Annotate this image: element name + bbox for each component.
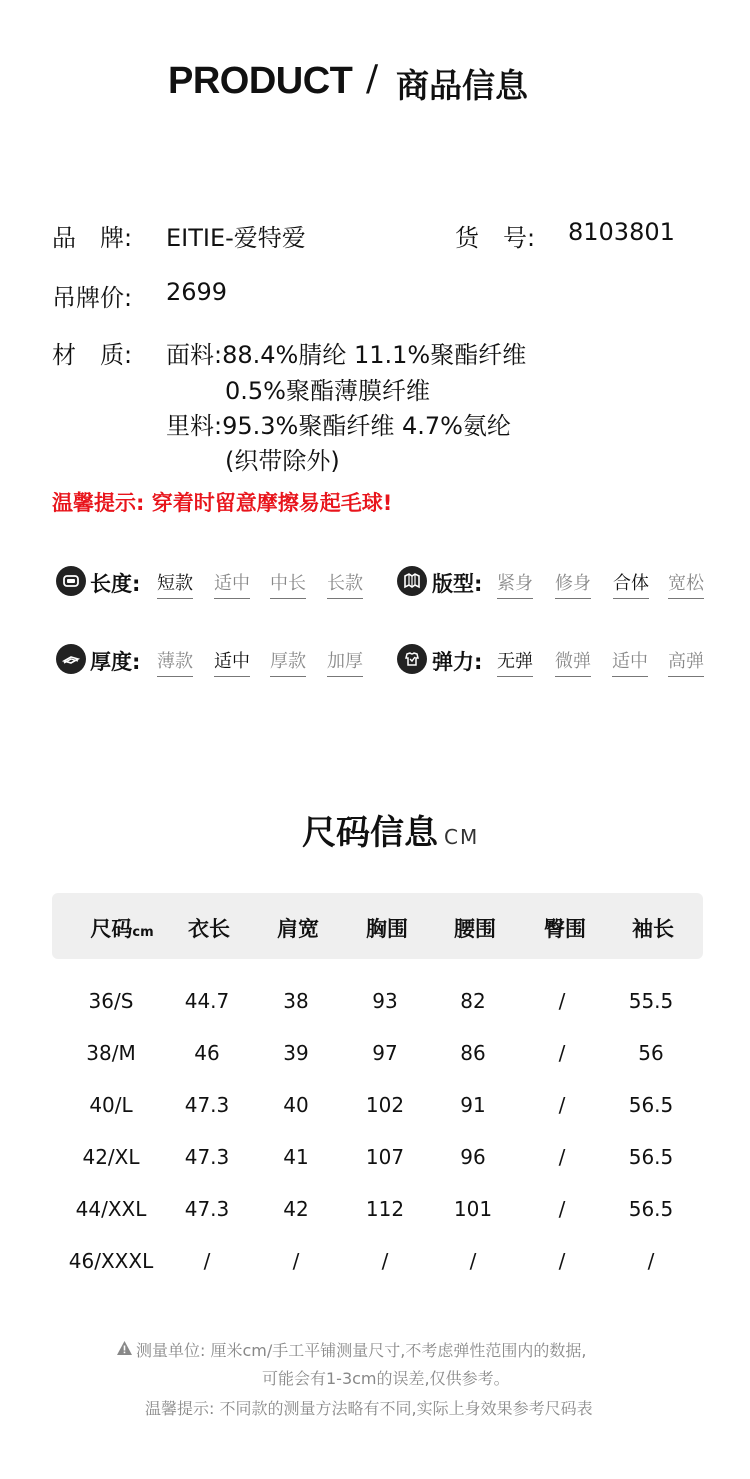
table-cell: / — [203, 1249, 211, 1273]
table-cell: 47.3 — [184, 1093, 230, 1117]
header-size-unit: cm — [132, 925, 154, 940]
material-line: (织带除外) — [225, 447, 340, 475]
table-cell: / — [558, 1197, 566, 1221]
thickness-icon — [56, 644, 86, 674]
price-value: 2699 — [166, 278, 228, 306]
brand-label: 品 牌: — [52, 224, 133, 252]
table-cell: 38/M — [86, 1041, 136, 1065]
elasticity-option: 微弹 — [555, 647, 591, 677]
table-cell: 107 — [365, 1145, 405, 1169]
title-separator: / — [366, 58, 379, 99]
table-cell: 91 — [460, 1093, 486, 1117]
table-cell: / — [558, 1093, 566, 1117]
elasticity-option: 高弹 — [668, 647, 704, 677]
table-cell: / — [558, 1145, 566, 1169]
size-title-text: 尺码信息 — [302, 813, 438, 853]
pilling-warning: 温馨提示: 穿着时留意摩擦易起毛球! — [52, 491, 393, 515]
table-cell: 40 — [283, 1093, 309, 1117]
measurement-note-continued: 可能会有1-3cm的误差,仅供参考。 — [262, 1369, 510, 1388]
table-cell: / — [558, 1041, 566, 1065]
table-cell: 44.7 — [184, 989, 230, 1013]
header-cell: 衣长 — [188, 917, 230, 941]
table-cell: / — [381, 1249, 389, 1273]
measurement-note: 测量单位: 厘米cm/手工平铺测量尺寸,不考虑弹性范围内的数据, — [136, 1341, 587, 1360]
table-cell: 86 — [460, 1041, 486, 1065]
table-cell: 36/S — [88, 989, 134, 1013]
table-cell: 47.3 — [184, 1145, 230, 1169]
thickness-label: 厚度: — [90, 650, 141, 674]
fit-label: 版型: — [432, 572, 483, 596]
size-title — [302, 805, 479, 854]
table-cell: 55.5 — [628, 989, 674, 1013]
fit-option: 合体 — [613, 569, 649, 599]
item-no-label: 货 号: — [455, 224, 536, 252]
table-cell: 40/L — [89, 1093, 133, 1117]
table-cell: 93 — [372, 989, 398, 1013]
table-cell: 96 — [460, 1145, 486, 1169]
table-cell: 101 — [453, 1197, 493, 1221]
table-cell: 97 — [372, 1041, 398, 1065]
material-line: 面料:88.4%腈纶 11.1%聚酯纤维 — [166, 341, 527, 369]
item-no-value: 8103801 — [568, 218, 675, 246]
header-size-label: 尺码 — [90, 917, 133, 941]
warning-triangle-icon — [116, 1340, 133, 1360]
price-label: 吊牌价: — [52, 284, 133, 312]
table-cell: 56.5 — [628, 1197, 674, 1221]
header-cell: 肩宽 — [277, 917, 319, 941]
elasticity-option: 适中 — [612, 647, 648, 677]
length-option: 中长 — [270, 569, 306, 599]
table-cell: 112 — [365, 1197, 405, 1221]
table-cell: 47.3 — [184, 1197, 230, 1221]
elasticity-option: 无弹 — [497, 647, 533, 677]
table-cell: 39 — [283, 1041, 309, 1065]
table-cell: 46/XXXL — [68, 1249, 154, 1273]
table-cell: 82 — [460, 989, 486, 1013]
size-table-header — [52, 893, 703, 959]
thickness-option: 厚款 — [270, 647, 306, 677]
table-cell: / — [469, 1249, 477, 1273]
table-cell: 42 — [283, 1197, 309, 1221]
header-cell: 胸围 — [366, 917, 408, 941]
table-cell: 56.5 — [628, 1145, 674, 1169]
fit-option: 宽松 — [668, 569, 704, 599]
table-cell: / — [292, 1249, 300, 1273]
table-cell: 46 — [194, 1041, 220, 1065]
material-line: 0.5%聚酯薄膜纤维 — [225, 377, 430, 405]
fit-icon — [397, 566, 427, 596]
elasticity-label: 弹力: — [432, 650, 483, 674]
header-cell: 臀围 — [544, 917, 586, 941]
elasticity-icon — [397, 644, 427, 674]
length-option: 适中 — [214, 569, 250, 599]
fit-option: 紧身 — [497, 569, 533, 599]
table-cell: 102 — [365, 1093, 405, 1117]
table-cell: 56 — [638, 1041, 664, 1065]
title-chinese: 商品信息 — [396, 66, 528, 105]
title-english: PRODUCT — [168, 60, 353, 102]
table-cell: / — [647, 1249, 655, 1273]
fit-reminder-note: 温馨提示: 不同款的测量方法略有不同,实际上身效果参考尺码表 — [145, 1399, 593, 1418]
brand-value: EITIE-爱特爱 — [166, 224, 306, 252]
header-cell: 袖长 — [632, 917, 674, 941]
table-cell: / — [558, 989, 566, 1013]
table-cell: 56.5 — [628, 1093, 674, 1117]
size-title-unit: CM — [444, 825, 480, 849]
table-cell: 38 — [283, 989, 309, 1013]
thickness-option: 适中 — [214, 647, 250, 677]
table-cell: / — [558, 1249, 566, 1273]
header-cell-size — [72, 913, 172, 943]
fit-option: 修身 — [555, 569, 591, 599]
thickness-option: 薄款 — [157, 647, 193, 677]
table-cell: 41 — [283, 1145, 309, 1169]
material-label: 材 质: — [52, 341, 133, 369]
length-option: 短款 — [157, 569, 193, 599]
table-cell: 44/XXL — [75, 1197, 147, 1221]
length-icon — [56, 566, 86, 596]
thickness-option: 加厚 — [327, 647, 363, 677]
table-cell: 42/XL — [82, 1145, 140, 1169]
length-label: 长度: — [90, 572, 141, 596]
header-cell: 腰围 — [454, 917, 496, 941]
material-line: 里料:95.3%聚酯纤维 4.7%氨纶 — [166, 412, 511, 440]
length-option: 长款 — [327, 569, 363, 599]
